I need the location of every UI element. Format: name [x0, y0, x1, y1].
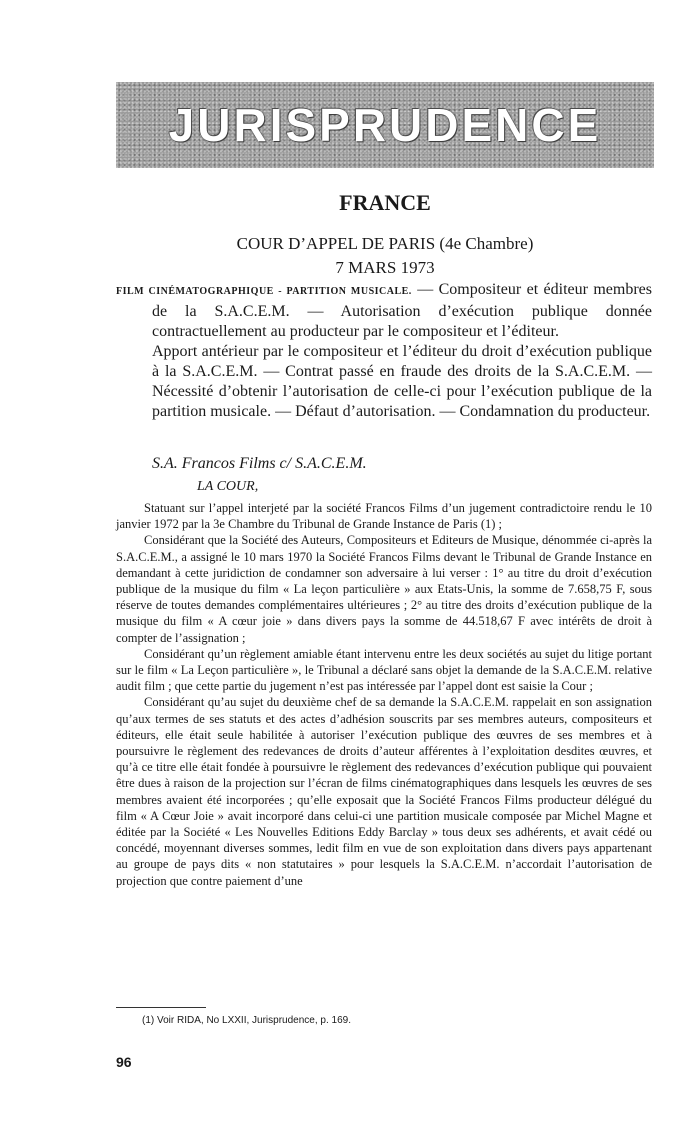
- body-paragraph: Considérant qu’au sujet du deuxième chef de sa demande la S.A.C.E.M. rappelait en son assignation qu’aux termes de ses statuts et des actes d’adhésion souscrits par ses membres auteurs, compositeurs et éditeurs, elle était seule habilitée à autoriser l’exécution publique des œuvres de ses membres et à poursuivre le règlement des redevances de droits d’auteur afférentes à l’exploitation desdites œuvres, et qu’à ce titre elle était fondée à poursuivre le règlement des redevances d’exécution publique qui pouvaient être dues à raison de la projection sur l’écran de films cinématographiques dans lesquels les œuvres de ses membres avaient été incorporées ; qu’elle exposait que la Société Francos Films producteur délégué du film « A Cœur Joie » avait incorporé dans celui-ci une partition musicale composée par Michel Magne et éditée par la Société « Les Nouvelles Editions Eddy Barclay » tous deux ses adhérents, et avait cédé ou concédé, moyennant diverses sommes, ledit film en vue de son exploitation dans divers pays appartenant au groupe de pays dits « non statutaires » pour lesquels la S.A.C.E.M. n’accordait l’autorisation de projection que contre paiement d’une: [116, 695, 652, 888]
- judgment-body: [116, 500, 652, 889]
- footnote-divider: [116, 1007, 206, 1008]
- summary-paragraph-2: Apport antérieur par le compositeur et l’éditeur du droit d’exécution publique à la S.A.C.E.M. — Contrat passé en fraude des droits de la S.A.C.E.M. — Nécessité d’obtenir l’autorisation de celle-ci pour l’exécution publique de la partition musicale. — Défaut d’autorisation. — Condamnation du producteur.: [152, 343, 652, 420]
- footnote: (1) Voir RIDA, No LXXII, Jurisprudence, p. 169.: [142, 1015, 351, 1026]
- country-heading: FRANCE: [339, 190, 431, 215]
- page-number: 96: [116, 1054, 132, 1070]
- summary-paragraph-1: [116, 280, 652, 342]
- body-paragraph: Considérant qu’un règlement amiable étant intervenu entre les deux sociétés au sujet du litige portant sur le film « La Leçon particulière », le Tribunal a déclaré sans objet la demande de la S.A.C.E.M. relative audit film ; que cette partie du jugement n’est pas intéressée par l’appel dont est saisie la Cour ;: [116, 646, 652, 694]
- court-date: 7 MARS 1973: [335, 258, 435, 277]
- case-parties: S.A. Francos Films c/ S.A.C.E.M.: [152, 455, 367, 472]
- banner-title: JURISPRUDENCE: [168, 99, 602, 151]
- body-paragraph: Considérant que la Société des Auteurs, Compositeurs et Editeurs de Musique, dénommée ci-après la S.A.C.E.M., a assigné le 10 mars 1970 la Société Francos Films devant le Tribunal de Grande Instance en demandant à cette juridiction de condamner son adversaire à lui verser : 1° au titre du droit d’exécution publique de la musique du film « La leçon particulière » aux Etats-Unis, la somme de 7.658,75 F, sous réserve de toutes demandes complémentaires ultérieures ; 2° au titre des droits d’exécution publique de la musique du film « A cœur joie » dans divers pays la somme de 44.518,67 F avec intérêts de droit à compter de l’assignation ;: [116, 533, 652, 645]
- la-cour-heading: LA COUR,: [197, 479, 259, 494]
- summary-para1-text: — Compositeur et éditeur membres de la S.A.C.E.M. — Autorisation d’exécution publique donnée contractuellement au producteur par le compositeur et l’éditeur.: [152, 281, 653, 340]
- summary-lead: FILM CINÉMATOGRAPHIQUE - PARTITION MUSICALE.: [116, 286, 412, 297]
- court-name: COUR D’APPEL DE PARIS (4e Chambre): [236, 234, 534, 253]
- body-paragraph: Statuant sur l’appel interjeté par la société Francos Films d’un jugement contradictoire rendu le 10 janvier 1972 par la 3e Chambre du Tribunal de Grande Instance de Paris (1) ;: [116, 501, 652, 532]
- section-banner: [116, 82, 654, 168]
- court-heading: [116, 232, 654, 280]
- case-summary: [116, 280, 652, 422]
